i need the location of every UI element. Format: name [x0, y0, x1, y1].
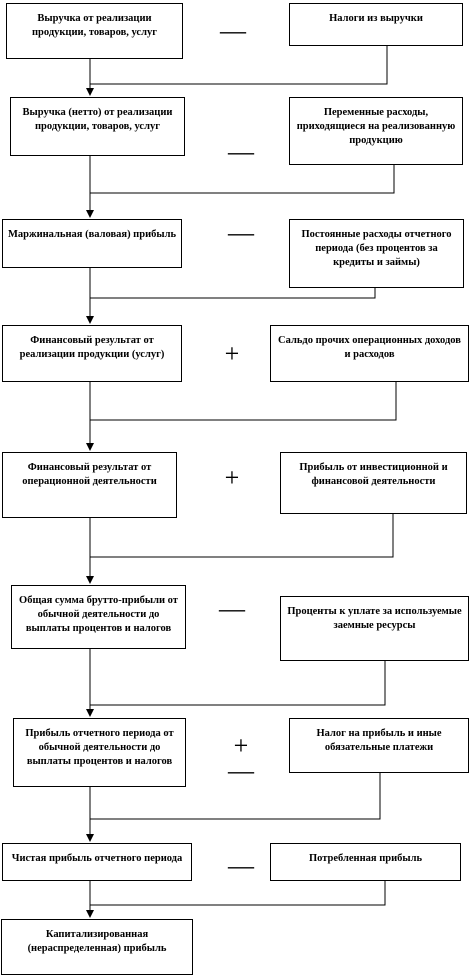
arrowhead-2 — [86, 210, 94, 218]
box-revenue-taxes-label: Налоги из выручки — [329, 13, 423, 24]
operator-plus-3: + — [233, 731, 249, 760]
box-revenue-label: Выручка от реализации продукции, товаров, услуг — [31, 13, 158, 38]
box-consumed-profit — [270, 843, 461, 881]
box-operating-result — [2, 452, 177, 518]
arrowhead-1 — [86, 88, 94, 96]
arrowhead-3 — [86, 316, 94, 324]
box-retained-profit — [1, 919, 193, 975]
box-investment-profit-label: Прибыль от инвестиционной и финансовой деятельности — [299, 462, 448, 487]
box-sales-result — [2, 325, 182, 382]
connector-right-6 — [90, 660, 385, 705]
box-net-revenue-label: Выручка (нетто) от реализации продукции, товаров, услуг — [22, 107, 173, 132]
box-gross-profit-label: Общая сумма брутто-прибыли от обычной деятельности до выплаты процентов и налогов — [19, 595, 178, 634]
arrowhead-8 — [86, 910, 94, 918]
box-period-profit-label: Прибыль отчетного периода от обычной деятельности до выплаты процентов и налогов — [25, 728, 174, 767]
box-net-profit — [2, 843, 192, 881]
box-marginal-profit-label: Маржинальная (валовая) прибыль — [7, 229, 177, 240]
box-income-tax-label: Налог на прибыль и иные обязательные платежи — [316, 728, 442, 753]
box-fixed-costs-label: Постоянные расходы отчетного периода (без процентов за кредиты и займы) — [301, 229, 452, 268]
box-variable-costs — [289, 97, 463, 165]
box-operating-result-label: Финансовый результат от операционной деятельности — [22, 462, 157, 487]
operator-plus-1: + — [224, 339, 240, 368]
box-income-tax — [289, 718, 469, 773]
connector-right-2 — [90, 164, 394, 193]
arrowhead-5 — [86, 576, 94, 584]
connector-right-4 — [90, 381, 396, 420]
operator-plus-2: + — [224, 463, 240, 492]
box-period-profit — [13, 718, 186, 787]
arrowhead-4 — [86, 443, 94, 451]
connector-right-8 — [90, 880, 385, 905]
box-consumed-profit-label: Потребленная прибыль — [308, 853, 423, 864]
box-net-revenue — [10, 97, 185, 156]
arrowhead-6 — [86, 709, 94, 717]
connector-right-5 — [90, 513, 393, 557]
arrowhead-7 — [86, 834, 94, 842]
box-interest-payable — [280, 596, 469, 661]
box-interest-payable-label: Проценты к уплате за используемые заемные ресурсы — [287, 606, 462, 631]
operator-minus-2: — — [228, 137, 254, 166]
box-investment-profit — [280, 452, 467, 514]
operator-minus-3: — — [228, 218, 254, 247]
operator-minus-5: — — [228, 756, 254, 785]
box-retained-profit-label: Капитализированная (нераспределенная) прибыль — [27, 929, 167, 954]
box-variable-costs-label: Переменные расходы, приходящиеся на реализованную продукцию — [296, 107, 456, 146]
box-other-operating — [270, 325, 469, 382]
operator-minus-4: — — [219, 594, 245, 623]
box-revenue-taxes — [289, 3, 463, 46]
connector-right-3 — [90, 287, 375, 298]
box-other-operating-label: Сальдо прочих операционных доходов и расходов — [278, 335, 461, 360]
box-net-profit-label: Чистая прибыль отчетного периода — [11, 853, 183, 864]
box-gross-profit — [11, 585, 186, 649]
operator-minus-1: — — [220, 16, 246, 45]
box-marginal-profit — [2, 219, 182, 268]
box-fixed-costs — [289, 219, 464, 288]
box-revenue — [6, 3, 183, 59]
box-sales-result-label: Финансовый результат от реализации продукции (услуг) — [19, 335, 165, 360]
operator-minus-6: — — [228, 851, 254, 880]
